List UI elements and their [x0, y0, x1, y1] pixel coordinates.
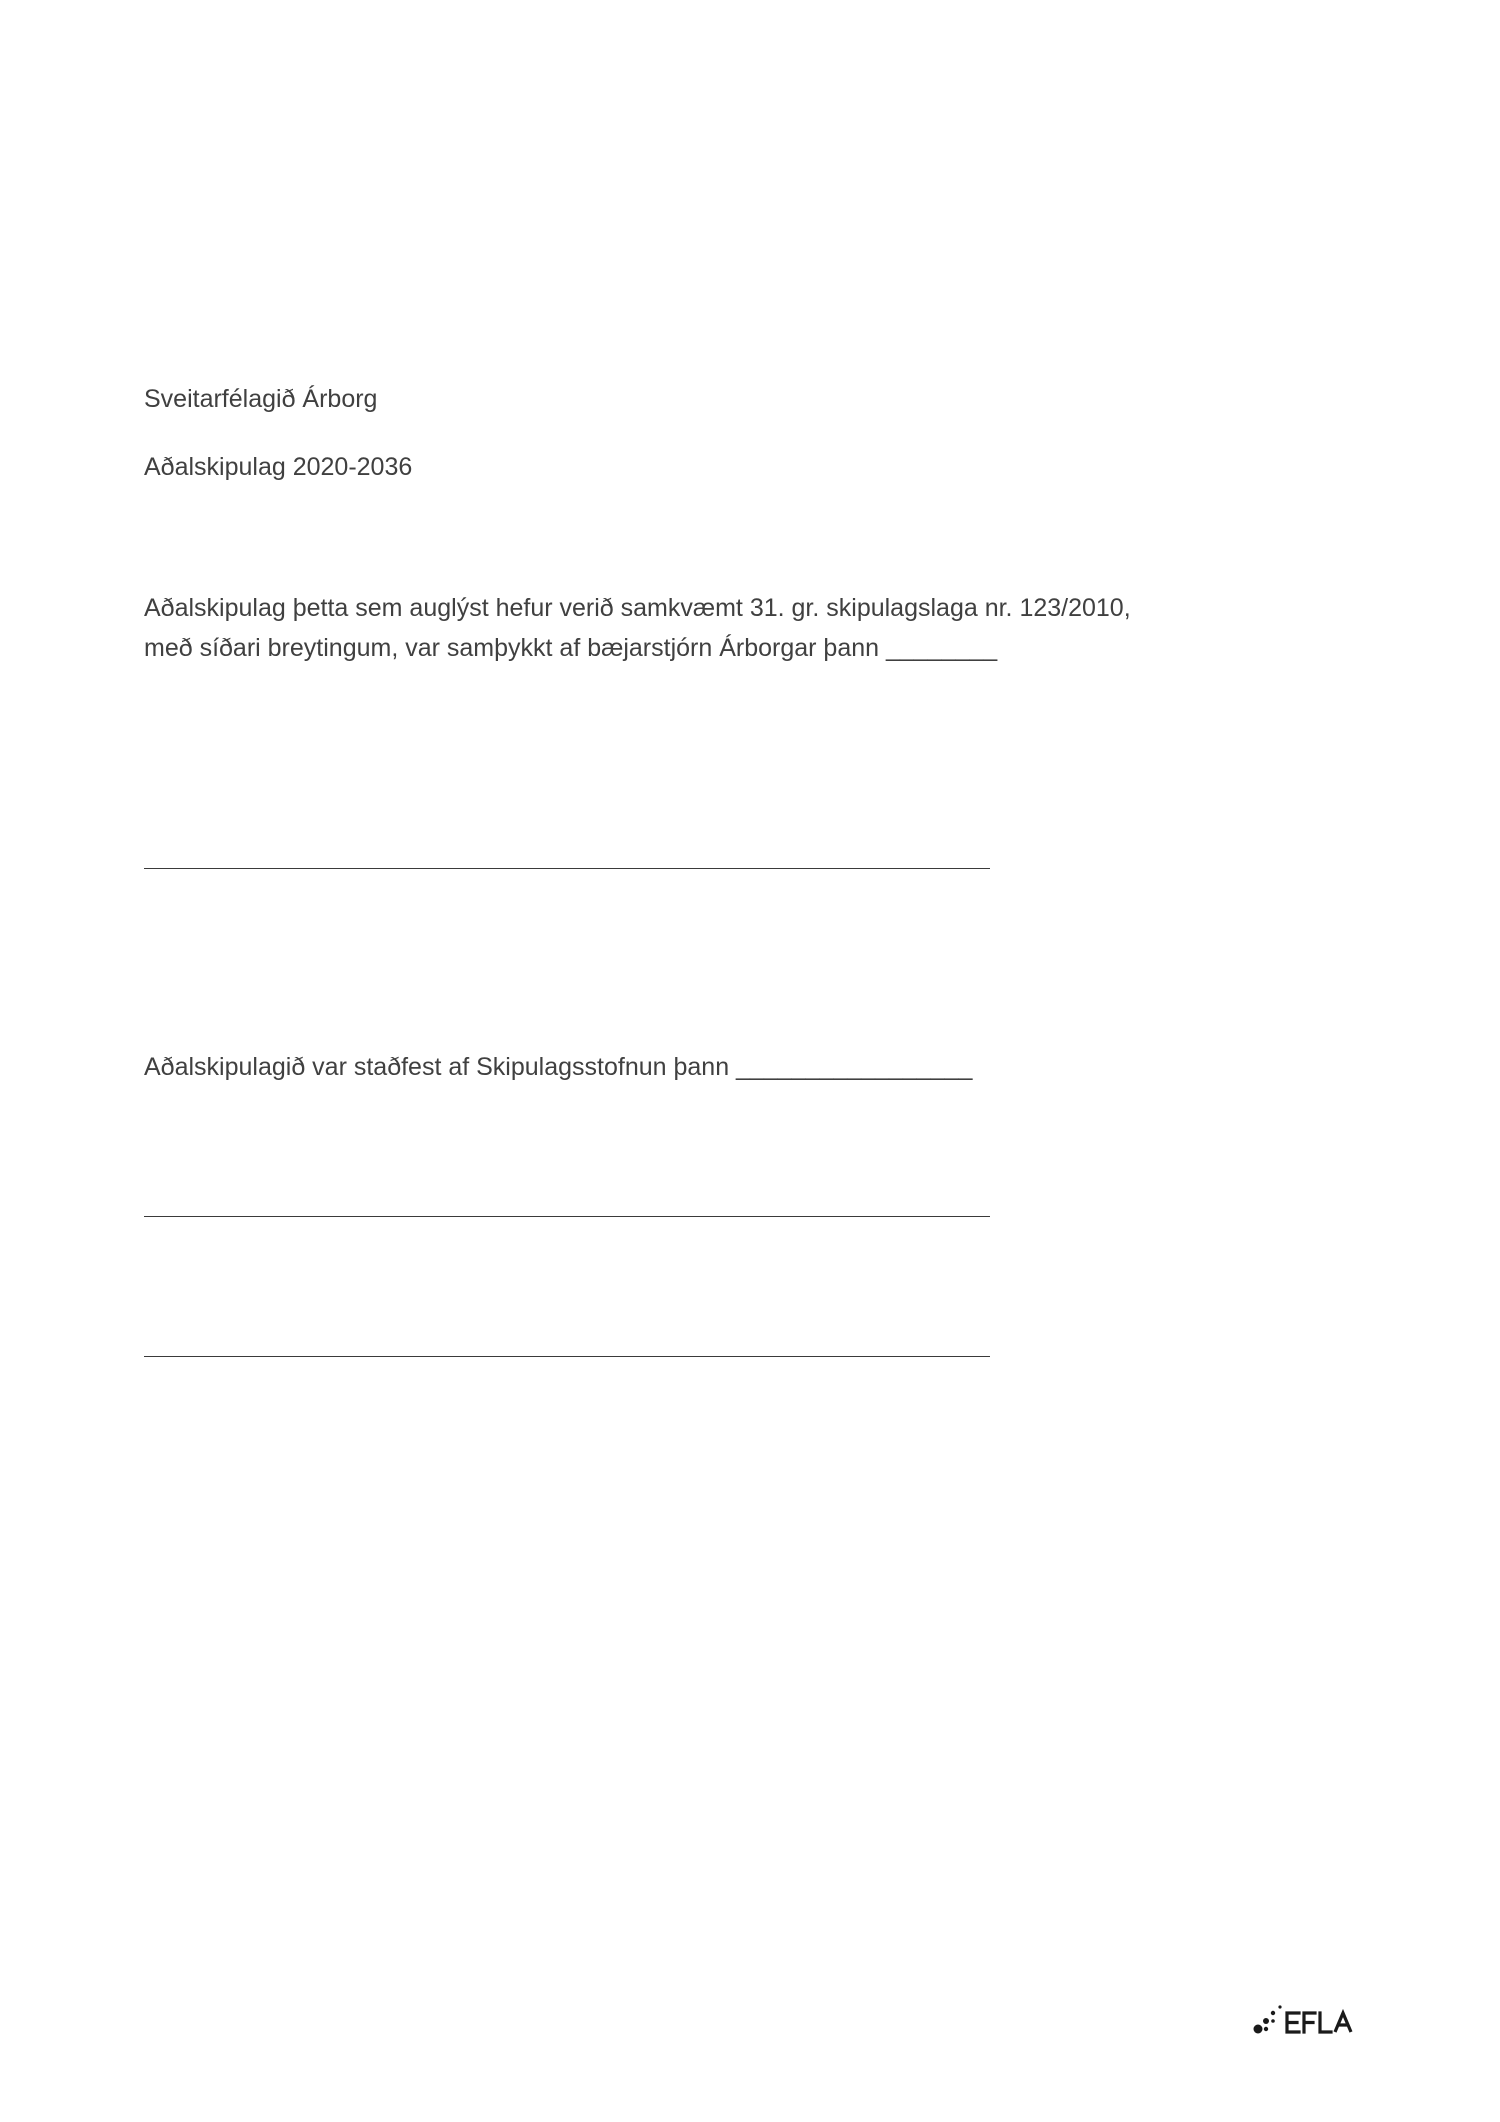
agency-signature-line-2	[144, 1356, 990, 1357]
municipality-name: Sveitarfélagið Árborg	[144, 385, 378, 413]
efla-logo	[1253, 1999, 1373, 2039]
approval-statement-line-1: Aðalskipulag þetta sem auglýst hefur verið samkvæmt 31. gr. skipulagslaga nr. 123/2010,	[144, 594, 1131, 622]
approval-statement-line-2: með síðari breytingum, var samþykkt af bæjarstjórn Árborgar þann ________	[144, 634, 998, 662]
confirmation-statement: Aðalskipulagið var staðfest af Skipulagsstofnun þann _________________	[144, 1053, 973, 1081]
efla-dots-logo-icon	[1254, 2005, 1282, 2033]
plan-title: Aðalskipulag 2020-2036	[144, 453, 413, 481]
municipal-signature-line	[144, 868, 990, 869]
agency-signature-line-1	[144, 1216, 990, 1217]
